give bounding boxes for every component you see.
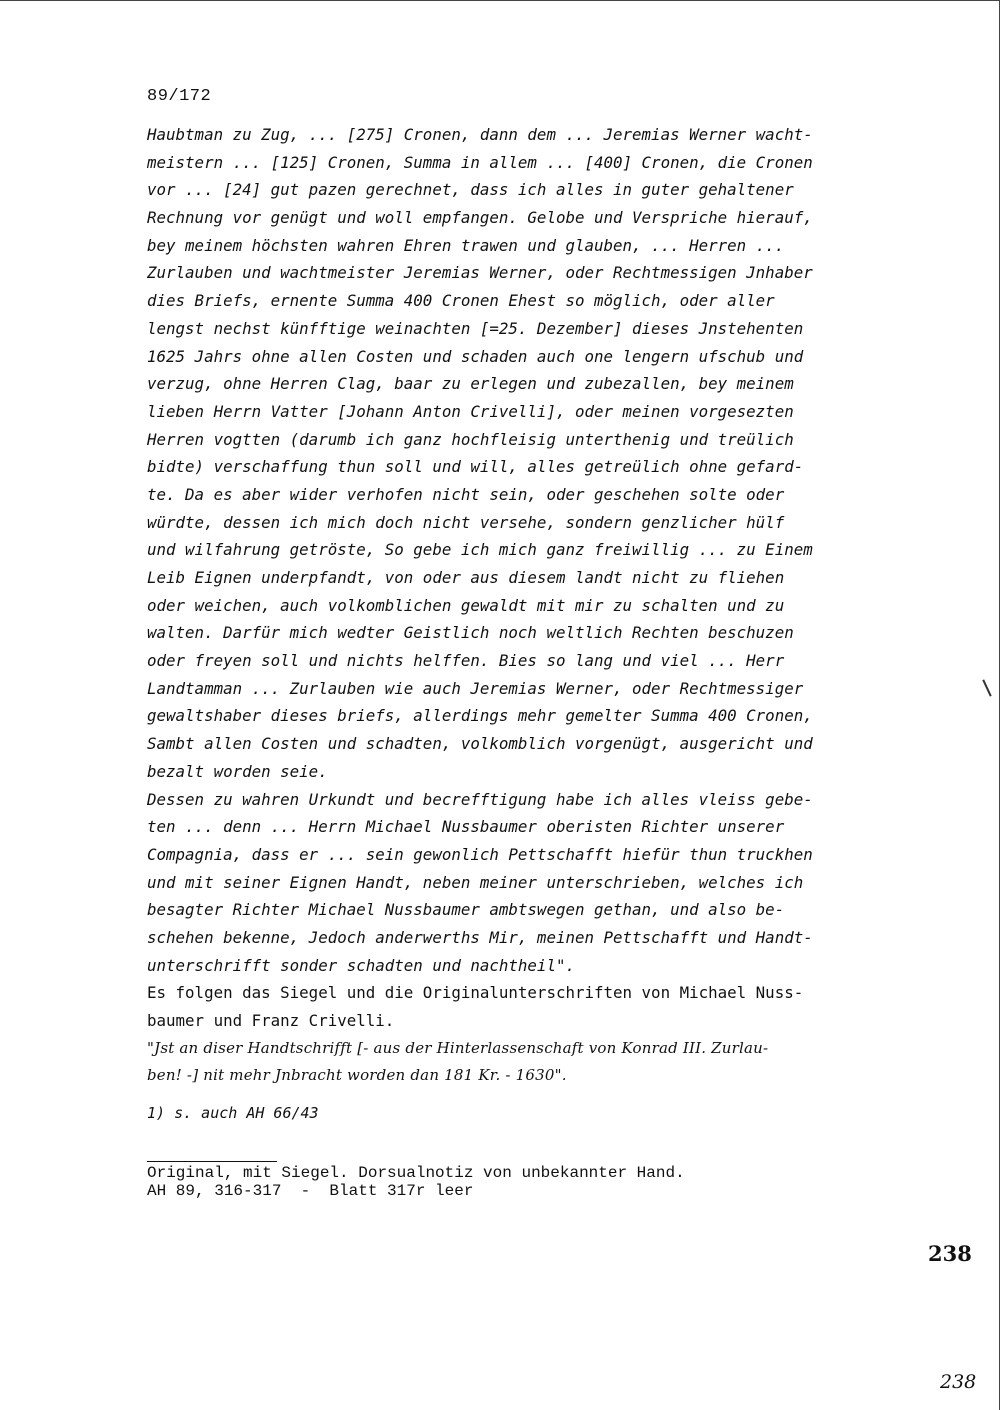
text-line: verzug, ohne Herren Clag, baar zu erlegen und zubezallen, bey meinem bbox=[147, 374, 794, 394]
document-reference: 89/172 bbox=[147, 87, 212, 106]
text-line: gewaltshaber dieses briefs, allerdings mehr gemelter Summa 400 Cronen, bbox=[147, 706, 813, 726]
footnote: 1) s. auch AH 66/43 bbox=[147, 1104, 319, 1122]
text-line: te. Da es aber wider verhofen nicht sein, oder geschehen solte oder bbox=[147, 484, 785, 504]
margin-mark bbox=[982, 679, 991, 696]
text-line: oder freyen soll und nichts helffen. Bies so lang und viel ... Herr bbox=[147, 651, 785, 671]
text-line: Rechnung vor genügt und woll empfangen. Gelobe und Verspriche hierauf, bbox=[147, 208, 813, 228]
text-line: Dessen zu wahren Urkundt und becrefftigung habe ich alles vleiss gebe- bbox=[147, 789, 813, 809]
text-line: Haubtman zu Zug, ... [275] Cronen, dann dem ... Jeremias Werner wacht- bbox=[147, 125, 813, 144]
text-line: Sambt allen Costen und schadten, volkomblich vorgenügt, ausgericht und bbox=[147, 734, 813, 754]
source-note bbox=[147, 1164, 685, 1200]
text-line: Leib Eignen underpfandt, von oder aus diesem landt nicht zu fliehen bbox=[147, 568, 785, 587]
text-line: Landtamman ... Zurlauben wie auch Jeremias Werner, oder Rechtmessiger bbox=[147, 678, 804, 698]
page-number-handwritten: 238 bbox=[940, 1371, 977, 1393]
text-line: oder weichen, auch volkomblichen gewaldt mit mir zu schalten und zu bbox=[147, 595, 785, 615]
text-line: Herren vogtten (darumb ich ganz hochfleisig unterthenig und treülich bbox=[147, 429, 794, 449]
handwritten-note-line: ben! -] nit mehr Jnbracht worden dan 181 Kr. - 1630". bbox=[147, 1066, 567, 1085]
transcription-body bbox=[147, 121, 917, 1090]
source-line: Original, mit Siegel. Dorsualnotiz von unbekannter Hand. bbox=[147, 1164, 685, 1182]
text-line: bezalt worden seie. bbox=[147, 761, 328, 781]
text-line: ten ... denn ... Herrn Michael Nussbaumer oberisten Richter unserer bbox=[147, 817, 785, 837]
text-line: dies Briefs, ernente Summa 400 Cronen Ehest so möglich, oder aller bbox=[147, 291, 775, 311]
text-line: würdte, dessen ich mich doch nicht versehe, sondern genzlicher hülf bbox=[147, 512, 785, 532]
text-line: meistern ... [125] Cronen, Summa in allem ... [400] Cronen, die Cronen bbox=[147, 152, 813, 172]
text-line: besagter Richter Michael Nussbaumer ambtswegen gethan, und also be- bbox=[147, 900, 785, 920]
source-divider bbox=[147, 1161, 277, 1162]
text-line: und wilfahrung getröste, So gebe ich mich ganz freiwillig ... zu Einem bbox=[147, 540, 813, 560]
text-line: unterschrifft sonder schadten und nachtheil". bbox=[147, 955, 575, 975]
text-line: bidte) verschaffung thun soll und will, alles getreülich ohne gefard- bbox=[147, 457, 804, 477]
text-line: walten. Darfür mich wedter Geistlich noch weltlich Rechten beschuzen bbox=[147, 623, 794, 643]
text-line: lengst nechst künfftige weinachten [=25. Dezember] dieses Jnstehenten bbox=[147, 318, 804, 338]
text-line: bey meinem höchsten wahren Ehren trawen und glauben, ... Herren ... bbox=[147, 235, 785, 255]
text-line: 1625 Jahrs ohne allen Costen und schaden auch one lengern ufschub und bbox=[147, 346, 804, 366]
handwritten-note-line: "Jst an diser Handtschrifft [- aus der Hinterlassenschaft von Konrad III. Zurlau- bbox=[147, 1038, 769, 1057]
editorial-note-line: Es folgen das Siegel und die Originalunterschriften von Michael Nuss- bbox=[147, 983, 804, 1003]
text-line: schehen bekenne, Jedoch anderwerths Mir, meinen Pettschafft und Handt- bbox=[147, 927, 813, 947]
page-number-stamp: 238 bbox=[928, 1241, 972, 1266]
text-line: lieben Herrn Vatter [Johann Anton Crivelli], oder meinen vorgesezten bbox=[147, 401, 794, 421]
text-line: Zurlauben und wachtmeister Jeremias Werner, oder Rechtmessigen Jnhaber bbox=[147, 263, 813, 283]
text-line: vor ... [24] gut pazen gerechnet, dass ich alles in guter gehaltener bbox=[147, 180, 794, 200]
text-line: Compagnia, dass er ... sein gewonlich Pettschafft hiefür thun truckhen bbox=[147, 844, 813, 864]
source-line: AH 89, 316-317 - Blatt 317r leer bbox=[147, 1182, 474, 1200]
text-line: und mit seiner Eignen Handt, neben meiner unterschrieben, welches ich bbox=[147, 872, 804, 892]
editorial-note-line: baumer und Franz Crivelli. bbox=[147, 1011, 395, 1030]
